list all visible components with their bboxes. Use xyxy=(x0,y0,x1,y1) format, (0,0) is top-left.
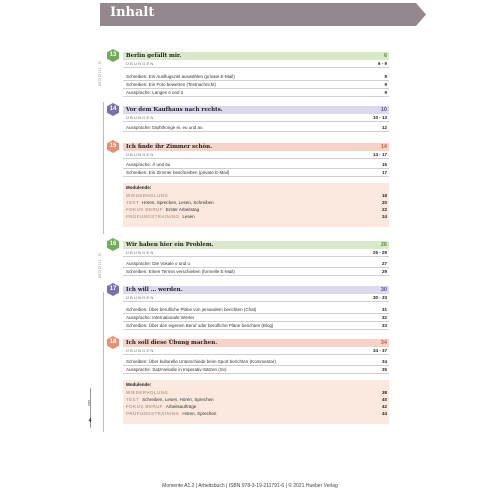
contents-row[interactable]: Schreiben: Ein Foto bewerten (Textnachricht) 9 xyxy=(123,81,389,89)
contents-row[interactable]: Aussprache: Diphthonge ei, eu und au 12 xyxy=(123,124,389,132)
lesson-number-badge: 13 xyxy=(107,49,119,62)
lesson-heading[interactable] xyxy=(123,106,389,114)
lesson-title: Wir haben hier ein Problem. xyxy=(126,242,214,248)
module-end-item[interactable]: WIEDERHOLUNG 18 xyxy=(126,193,387,198)
module-divider xyxy=(103,102,104,234)
lesson-heading[interactable] xyxy=(123,286,389,294)
lesson-heading[interactable] xyxy=(123,143,389,151)
contents-row[interactable]: Aussprache: Die Vokale o und u 27 xyxy=(123,260,389,268)
page-number: 4 xyxy=(88,418,92,424)
exercises-row[interactable]: ÜBUNGEN 14 - 17 xyxy=(123,151,389,159)
module-end-item[interactable]: FOKUS BERUF Erster Arbeitstag 22 xyxy=(126,207,387,212)
module-end-box xyxy=(123,380,389,424)
exercises-row[interactable]: ÜBUNGEN 26 - 29 xyxy=(123,249,389,257)
lesson-page: 10 xyxy=(380,107,387,113)
contents-row[interactable]: Schreiben: Ein Ausflugsziel auswählen (private E-Mail) 8 xyxy=(123,73,389,81)
contents-row[interactable]: Schreiben: Einen Termin verschieben (formelle E-Mail) 29 xyxy=(123,268,389,276)
module-end-title: Modulende: xyxy=(126,382,152,387)
module-end-item[interactable]: PRÜFUNGSTRAINING Hören, Sprechen 44 xyxy=(126,411,387,416)
contents-row[interactable]: Aussprache: Ä und äu 15 xyxy=(123,161,389,169)
lesson-heading[interactable] xyxy=(123,339,389,347)
lesson-title: Berlin gefällt mir. xyxy=(126,53,182,59)
lesson-heading[interactable] xyxy=(123,52,389,60)
module-end-item[interactable]: FOKUS BERUF Arbeitsaufträge 42 xyxy=(126,404,387,409)
lesson-page: 34 xyxy=(380,340,387,346)
lesson-page: 26 xyxy=(380,242,387,248)
page-word-label: vier xyxy=(86,399,91,407)
contents-row[interactable]: Aussprache: Langes ö und ü 9 xyxy=(123,89,389,97)
lesson-page: 14 xyxy=(380,144,387,150)
lesson-page: 6 xyxy=(383,53,387,59)
module-divider xyxy=(103,292,104,432)
lesson-number-badge: 17 xyxy=(107,283,119,296)
footer-imprint: Momente A1.2 | Arbeitsbuch | ISBN 978-3-19-211791-6 | © 2021 Hueber Verlag xyxy=(162,483,338,489)
lesson-heading[interactable] xyxy=(123,241,389,249)
lesson-title: Vor dem Kaufhaus nach rechts. xyxy=(126,107,223,113)
contents-row[interactable]: Schreiben: Ein Zimmer beschreiben (private E-Mail) 17 xyxy=(123,169,389,177)
exercises-row[interactable]: ÜBUNGEN 34 - 37 xyxy=(123,347,389,355)
contents-row[interactable]: Schreiben: Über den eigenen Beruf oder berufliche Pläne berichten (Blog) 33 xyxy=(123,322,389,330)
module-end-box xyxy=(123,183,389,227)
lesson-title: Ich finde ihr Zimmer schön. xyxy=(126,144,213,150)
lesson-title: Ich will … werden. xyxy=(126,287,183,293)
module-end-item[interactable]: WIEDERHOLUNG 38 xyxy=(126,390,387,395)
contents-row[interactable]: Aussprache: Satzmelodie in Imperativ-Sätzen (Sv) 35 xyxy=(123,366,389,374)
lesson-number-badge: 18 xyxy=(107,336,119,349)
lesson-page: 30 xyxy=(380,287,387,293)
exercises-row[interactable]: ÜBUNGEN 6 - 9 xyxy=(123,60,389,68)
lesson-number-badge: 15 xyxy=(107,140,119,153)
lesson-number-badge: 16 xyxy=(107,238,119,251)
exercises-row[interactable]: ÜBUNGEN 30 - 33 xyxy=(123,294,389,302)
page-title: Inhalt xyxy=(110,5,155,20)
module-end-item[interactable]: PRÜFUNGSTRAINING Lesen 24 xyxy=(126,214,387,219)
module-label: MODUL 6 xyxy=(97,252,102,278)
module-end-item[interactable]: TEST Schreiben, Lesen, Hören, Sprechen 40 xyxy=(126,397,387,402)
module-end-item[interactable]: TEST Hören, Sprechen, Lesen, Schreiben 20 xyxy=(126,200,387,205)
contents-row[interactable]: Schreiben: Über berufliche Pläne von jemandem berichten (Chat) 31 xyxy=(123,306,389,314)
exercises-row[interactable]: ÜBUNGEN 10 - 13 xyxy=(123,114,389,122)
lesson-title: Ich soll diese Übung machen. xyxy=(126,340,218,346)
contents-row[interactable]: Aussprache: Internationale Wörter 32 xyxy=(123,314,389,322)
contents-row[interactable]: Schreiben: Über kulturelle Unterschiede beim Sport berichten (Kommentar) 34 xyxy=(123,358,389,366)
lesson-number-badge: 14 xyxy=(107,103,119,116)
title-banner xyxy=(100,3,426,26)
module-end-title: Modulende: xyxy=(126,185,152,190)
module-label: MODUL 5 xyxy=(97,60,102,86)
